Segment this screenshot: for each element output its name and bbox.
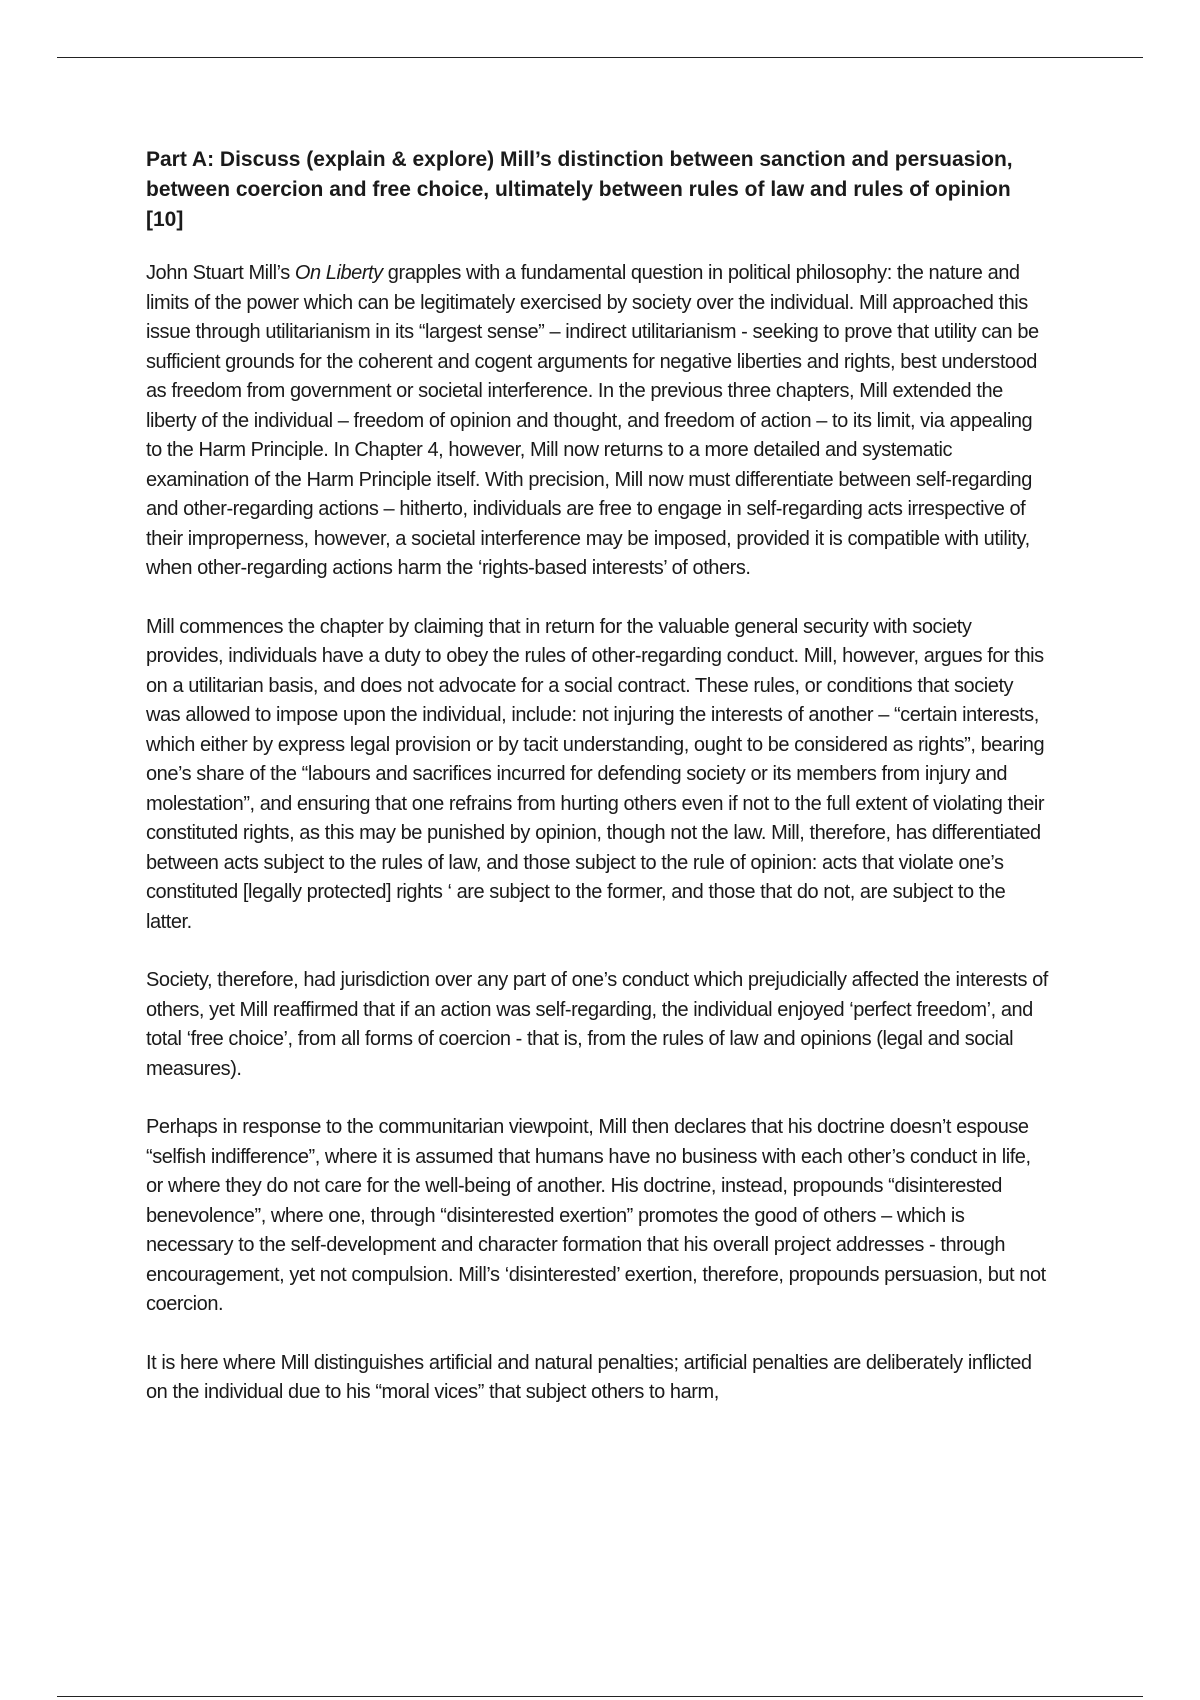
question-heading: Part A: Discuss (explain & explore) Mill’s distinction between sanction and persuasion, between coercion and free choice, ultimately between rules of law and rules of opinion [10] [146, 148, 1013, 231]
paragraph-penalties: It is here where Mill distinguishes artificial and natural penalties; artificial penalties are deliberately inflicted on the individual due to his “moral vices” that subject others to harm, [146, 1351, 1032, 1403]
intro-paragraph [146, 259, 1051, 584]
bottom-rule [57, 1696, 1143, 1697]
paragraph-rules-of-conduct: Mill commences the chapter by claiming that in return for the valuable general security with society provides, individuals have a duty to obey the rules of other-regarding conduct. Mill, however, argues for this on a utilitarian basis, and does not advocate for a social contract. These rules, or conditions that society was allowed to impose upon the individual, include: not injuring the interests of another – “certain interests, which either by express legal provision or by tacit understanding, ought to be considered as rights”, bearing one’s share of the “labours and sacrifices incurred for defending society or its members from injury and molestation”, and ensuring that one refrains from hurting others even if not to the full extent of violating their constituted rights, as this may be punished by opinion, though not the law. Mill, therefore, has differentiated between acts subject to the rules of law, and those subject to the rule of opinion: acts that violate one’s constituted [legally protected] rights ‘ are subject to the former, and those that do not, are subject to the latter. [146, 615, 1045, 933]
top-rule [57, 57, 1143, 58]
intro-rest: grapples with a fundamental question in political philosophy: the nature and limits of the power which can be legitimately exercised by society over the individual. Mill approached this issue through utilitarianism in its “largest sense” – indirect utilitarianism - seeking to prove that utility can be sufficient grounds for the coherent and cogent arguments for negative liberties and rights, best understood as freedom from government or societal interference. In the previous three chapters, Mill extended the liberty of the individual – freedom of opinion and thought, and freedom of action – to its limit, via appealing to the Harm Principle. In Chapter 4, however, Mill now returns to a more detailed and systematic examination of the Harm Principle itself. With precision, Mill now must differentiate between self-regarding and other-regarding actions – hitherto, individuals are free to engage in self-regarding acts irrespective of their improperness, however, a societal interference may be imposed, provided it is compatible with utility, when other-regarding actions harm the ‘rights-based interests’ of others. [146, 262, 1039, 579]
book-title: On Liberty [294, 262, 383, 284]
paragraph-jurisdiction: Society, therefore, had jurisdiction over any part of one’s conduct which prejudicially affected the interests of others, yet Mill reaffirmed that if an action was self-regarding, the individual enjoyed ‘perfect freedom’, and total ‘free choice’, from all forms of coercion - that is, from the rules of law and opinions (legal and social measures). [146, 969, 1048, 1080]
document-body [146, 145, 1051, 1437]
intro-lead: John Stuart Mill’s [146, 262, 295, 284]
paragraph-benevolence: Perhaps in response to the communitarian viewpoint, Mill then declares that his doctrine doesn’t espouse “selfish indifference”, where it is assumed that humans have no business with each other’s conduct in life, or where they do not care for the well-being of another. His doctrine, instead, propounds “disinterested benevolence”, where one, through “disinterested exertion” promotes the good of others – which is necessary to the self-development and character formation that his overall project addresses - through encouragement, yet not compulsion. Mill’s ‘disinterested’ exertion, therefore, propounds persuasion, but not coercion. [146, 1116, 1046, 1315]
